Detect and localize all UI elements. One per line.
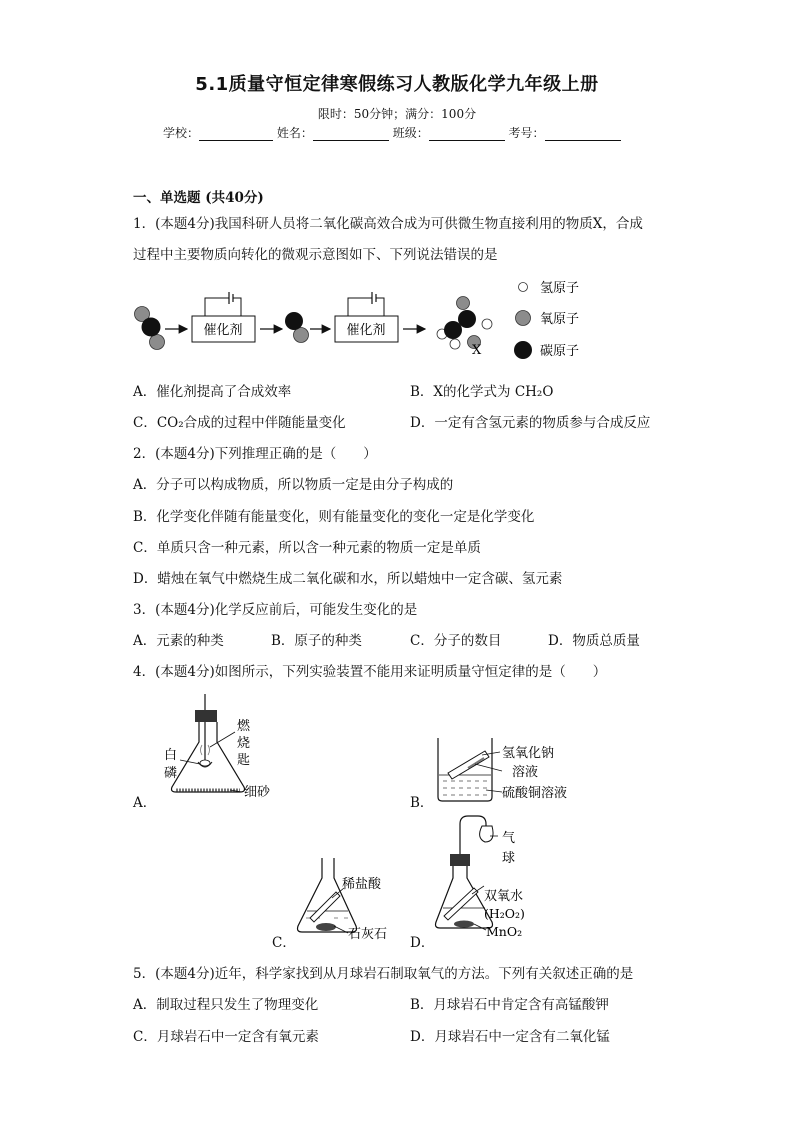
c-hcl-label: 稀盐酸: [342, 877, 382, 892]
q1-option-a[interactable]: A．催化剂提高了合成效率: [133, 384, 292, 400]
apparatus-d-flask: [430, 812, 570, 942]
q2-option-a[interactable]: A．分子可以构成物质，所以物质一定是由分子构成的: [133, 477, 454, 493]
q1-stem-line2: 过程中主要物质向转化的微观示意图如下、下列说法错误的是: [133, 247, 498, 263]
q2-option-c[interactable]: C．单质只含一种元素，所以含一种元素的物质一定是单质: [133, 540, 481, 556]
product-x-molecule-icon: [437, 297, 492, 350]
d-balloon-label-1: 气: [502, 831, 516, 846]
b-naoh-label-1: 氢氧化钠: [502, 746, 555, 761]
q2-stem: 2．(本题4分)下列推理正确的是（ ）: [133, 446, 377, 462]
apparatus-a-flask: [150, 692, 280, 802]
a-phosphorus-label-1: 白: [164, 748, 178, 763]
q4-option-d[interactable]: D．: [410, 935, 435, 951]
q3-option-b[interactable]: B．原子的种类: [271, 633, 362, 649]
b-cuso4-label: 硫酸铜溶液: [502, 786, 568, 801]
d-mno2-label: MnO₂: [486, 924, 523, 939]
a-spoon-label-1: 燃: [237, 719, 251, 734]
a-spoon-label-3: 匙: [237, 753, 251, 768]
carbon-atom-icon: [514, 341, 532, 359]
q3-option-c[interactable]: C．分子的数目: [410, 633, 502, 649]
b-naoh-label-2: 溶液: [512, 765, 539, 780]
q3-option-d[interactable]: D．物质总质量: [548, 633, 640, 649]
catalyst-1-label: 催化剂: [203, 323, 243, 338]
d-h2o2-label-1: 双氧水: [484, 889, 524, 904]
a-sand-label: 细砂: [244, 785, 271, 800]
hydrogen-atom-icon: [519, 283, 528, 292]
oxygen-atom-icon: [516, 311, 531, 326]
q4-option-b[interactable]: B．: [410, 795, 434, 811]
apparatus-b-beaker: [430, 735, 590, 805]
q2-option-b[interactable]: B．化学变化伴随有能量变化，则有能量变化的变化一定是化学变化: [133, 509, 535, 525]
q1-option-b[interactable]: B．X的化学式为 CH₂O: [410, 384, 554, 400]
school-field[interactable]: [199, 126, 273, 141]
q5-stem: 5．(本题4分)近年，科学家找到从月球岩石制取氧气的方法。下列有关叙述正确的是: [133, 966, 634, 982]
q4-option-c[interactable]: C．: [272, 935, 296, 951]
catalyst-2-label: 催化剂: [346, 323, 386, 338]
name-label: 姓名：: [276, 126, 313, 140]
class-field[interactable]: [429, 126, 505, 141]
q1-option-d[interactable]: D．一定有含氢元素的物质参与合成反应: [410, 415, 651, 431]
class-label: 班级：: [392, 126, 429, 140]
section-title: 一、单选题 (共40分): [133, 190, 264, 206]
atom-legend: [514, 281, 579, 359]
q2-option-d[interactable]: D．蜡烛在氧气中燃烧生成二氧化碳和水，所以蜡烛中一定含碳、氢元素: [133, 571, 563, 587]
d-balloon-label-2: 球: [502, 851, 516, 866]
apparatus-c-flask: [290, 856, 410, 941]
a-spoon-label-2: 烧: [237, 736, 251, 751]
catalyst-box-1: [192, 292, 255, 342]
catalyst-box-2: [335, 292, 398, 342]
q3-stem: 3．(本题4分)化学反应前后，可能发生变化的是: [133, 602, 418, 618]
legend-oxygen: 氧原子: [540, 312, 580, 327]
q1-stem-line1: 1．(本题4分)我国科研人员将二氧化碳高效合成为可供微生物直接利用的物质X，合成: [133, 216, 643, 232]
legend-carbon: 碳原子: [540, 344, 580, 359]
exam-number-label: 考号：: [508, 126, 545, 140]
q3-option-a[interactable]: A．元素的种类: [133, 633, 224, 649]
school-label: 学校：: [163, 126, 200, 140]
student-info-row: [163, 124, 621, 141]
q4-option-a[interactable]: A．: [133, 795, 157, 811]
d-h2o2-label-2: (H₂O₂): [484, 906, 525, 921]
legend-hydrogen: 氢原子: [540, 281, 580, 296]
page-title: 5.1质量守恒定律寒假练习人教版化学九年级上册: [195, 74, 599, 95]
q4-stem: 4．(本题4分)如图所示，下列实验装置不能用来证明质量守恒定律的是（ ）: [133, 664, 607, 680]
q5-option-b[interactable]: B．月球岩石中肯定含有高锰酸钾: [410, 997, 609, 1013]
a-phosphorus-label-2: 磷: [164, 766, 178, 781]
exam-number-field[interactable]: [545, 126, 621, 141]
co-molecule-icon: [285, 312, 309, 343]
q1-option-c[interactable]: C．CO₂合成的过程中伴随能量变化: [133, 415, 346, 431]
name-field[interactable]: [313, 126, 389, 141]
q5-option-d[interactable]: D．月球岩石中一定含有二氧化锰: [410, 1029, 610, 1045]
product-x-label: X: [472, 343, 482, 358]
co2-molecule-icon: [135, 307, 165, 350]
q5-option-c[interactable]: C．月球岩石中一定含有氧元素: [133, 1029, 319, 1045]
exam-limits: 限时：50分钟；满分：100分: [317, 107, 477, 121]
q5-option-a[interactable]: A．制取过程只发生了物理变化: [133, 997, 319, 1013]
c-limestone-label: 石灰石: [348, 927, 388, 941]
q1-reaction-diagram: [130, 270, 600, 370]
